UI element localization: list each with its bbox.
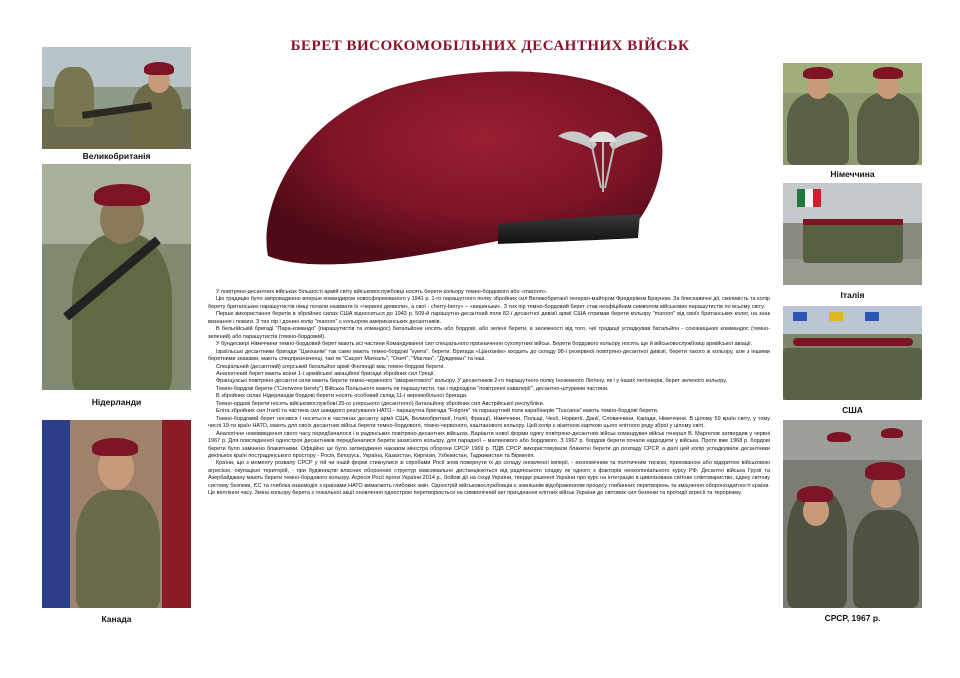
paragraph: Країни, що з моменту розвалу СРСР у тій чи іншій формі стикнулися зі спробами Росії знов повернути їх до складу оновленої імперії, - економічним та політичним тиском, прихованою або відкритою військовою агресією, окупацією територій, - при будівництві власних оборонних структур максимально дистанціюються від радянського спадку як одного з факторів неоколоніального курсу РФ. Десантні війська Грузії та Азербайджану мають берети темно-бордового кольору. Агресія Росії проти України 2014 р., бойові дії на сході України, тверде рішення України про курс на інтеграцію в цивілізоване світове співтовариство, єдину світову систему безпеки, ЄС та глибока взаємодія з країнами НАТО вимагають глибоких змін. Однострій військовослужбовців є зовнішнім відображенням процесу глибинних перетворень та зміцнення обороноздатності країни. Це велління часу. Зміна кольору берета з локальної акції оновлення однострою перетворюється на символічний акт приєднання елітних військ України до світових сил безпеки та протидії агресії та тероризму. bbox=[208, 460, 770, 497]
paragraph: Темно-бордові берети ("Czerwone berety") Війська Польського мають як парашутисти, так і підрозділи "повітряної кавалерії", десантно-штурмові частини. bbox=[216, 385, 609, 392]
paragraph: Еліта збройних сил Італії та частина сил швидкого реагування НАТО - парашутна бригада "Folgore" та парашутний полк карабінерів "Tuscania" мають темно-бордові берети. bbox=[216, 408, 659, 415]
paragraph: Перше використання беретів в збройних силах США відноситься до 1943 р. 509-й парашутно-десантний полк 82-ї десантної дивізії армії США отримав берети кольору "maroon" від своїх британських колег, на знак визнання і поваги. З тих пір і донині колір "maroon" є кольором американських десантників. bbox=[208, 311, 770, 325]
photo-great-britain bbox=[42, 47, 191, 149]
caption-great-britain: Великобританія bbox=[82, 151, 151, 161]
paragraph: Цю традицію було запроваджено вперше командиром новосформованого у 1941 р. 1-го парашутного полку збройних сил Великобританії генерал-майором Фредеріком Брауном. За блискавичні дії, сміливість та колір берету британських парашутистів німці почали називати їх «червоні дияволи», а свої - cherry-berry» – «вишеньки». З тих пір темно-бордовий берет став неофіційним символом військових парашутистів по всьому світу. bbox=[208, 296, 770, 310]
caption-germany: Німеччина bbox=[830, 169, 875, 179]
paragraph: Аналогічне нововведення свого часу передбачалося і в радянських повітряно-десантних військах. Варіанти нової форми одягу повітряно-десантних військ командувач військ генерал В. Маргелов затвердив у червні 1967 р. Для повсякденної одностроя десантників передбачалися берети захисного кольору, для парадної – малинового або бордового. З 1967 р. бордові берети почали надходити у війська. Проте вже 1968 р. бордові берети було замінено блакитними. Офіційно це було затверджено наказом міністра оборони СРСР 1969 р. ПДВ СРСР використовували блакитні берети до розпаду СРСР, а далі цей колір успадкували десантники декількох країн пострадянського простору - Росія, Білорусь, Україна, Казахстан, Киргизія, Узбекистан, Таджикистан та Вірменія. bbox=[208, 430, 770, 459]
caption-netherlands: Нідерланди bbox=[91, 397, 142, 407]
paragraph: Темно-ордові берети носять військовослужбові 25-го єгерського (десантного) батальйону збройних сил Австрійської республіки. bbox=[216, 400, 545, 407]
paragraph: Ізраїльські десантники бригади "Цанханім" так само мають темно-бордові "кумта", берети. Бригада «Цанханім» входить до складу 98-ї резервної повітряно-десантної дивізії, берети такого ж кольору, але з іншими беретними знаками, мають спецпризначенці, такі як "Саєрет Маткаль", "Океті", "Маглан", "Дувдеван" та інші. bbox=[208, 348, 770, 363]
paragraph: Темно-бордовий берет носився і носиться в частинах десанту армії США, Великобританії, Італії, Франції, Німеччини, Польщі, Чехії, Норвегії, Данії, Словаччини, Канади, Німеччини. В цілому 59 країн світу, у тому числі 19-ти країн НАТО, мають для своїх десантних військ берети темно-бордового, темно-червоного, каштанового кольору. Цей колір є візитною карткою цього елітного роду зброї у цілому світі. bbox=[208, 415, 770, 430]
caption-canada: Канада bbox=[101, 614, 132, 624]
caption-ussr-1967: СРСР, 1967 р. bbox=[824, 613, 881, 623]
paragraph: В бельгійській бригаді "Пара-командо" (парашутистів та командос) батальйони носять або бордові, або зелені берети, в залежності від того, чиї традиції успадкував батальйон - союзницьких коммандос (темно-зелений) або парашутистів (темно-бордовий). bbox=[208, 326, 770, 340]
paragraph: У повітряно-десантних військах більшості армій світу військовослужбовці носять берети кольору темно-бордового або «maroon». bbox=[216, 289, 548, 295]
paragraph: Французські повітряно-десантні сили мають берети темно-червоного "амарантового" кольору. У десантників 2-го парашутного полку Іноземного Легіону, як і у інших легіонерів, берет зеленого кольору. bbox=[216, 378, 728, 385]
photo-ussr-1967 bbox=[783, 420, 922, 608]
photo-germany bbox=[783, 63, 922, 165]
photo-netherlands bbox=[42, 164, 191, 390]
paragraph: Аналогічний берет мають воїни 1-ї армійської авіаційної бригади збройних сил Греції. bbox=[216, 370, 436, 377]
photo-italy bbox=[783, 183, 922, 285]
maroon-beret-image bbox=[258, 56, 678, 286]
article-text bbox=[208, 289, 770, 621]
caption-italy: Італія bbox=[840, 290, 865, 300]
photo-canada bbox=[42, 420, 191, 608]
photo-usa bbox=[783, 306, 922, 400]
page-title: БЕРЕТ ВИСОКОМОБІЛЬНИХ ДЕСАНТНИХ ВІЙСЬК bbox=[290, 38, 690, 54]
paragraph: В збройних силах Нідерландів бордові берети носять особовий склад 11-ї аеромобільної бригади. bbox=[216, 393, 468, 400]
paragraph: У бундесвері Німеччини темно-бордовий берет мають всі частини Командування сил спеціального призначення сухопутних військ. Берети бордового кольору носять ще й військовослужбовці армійської авіації. bbox=[216, 341, 753, 348]
paragraph: Спеціальний (десантний) єгерський батальйон армії Фінляндії має темно-бордові берети. bbox=[216, 363, 445, 370]
caption-usa: США bbox=[842, 405, 863, 415]
